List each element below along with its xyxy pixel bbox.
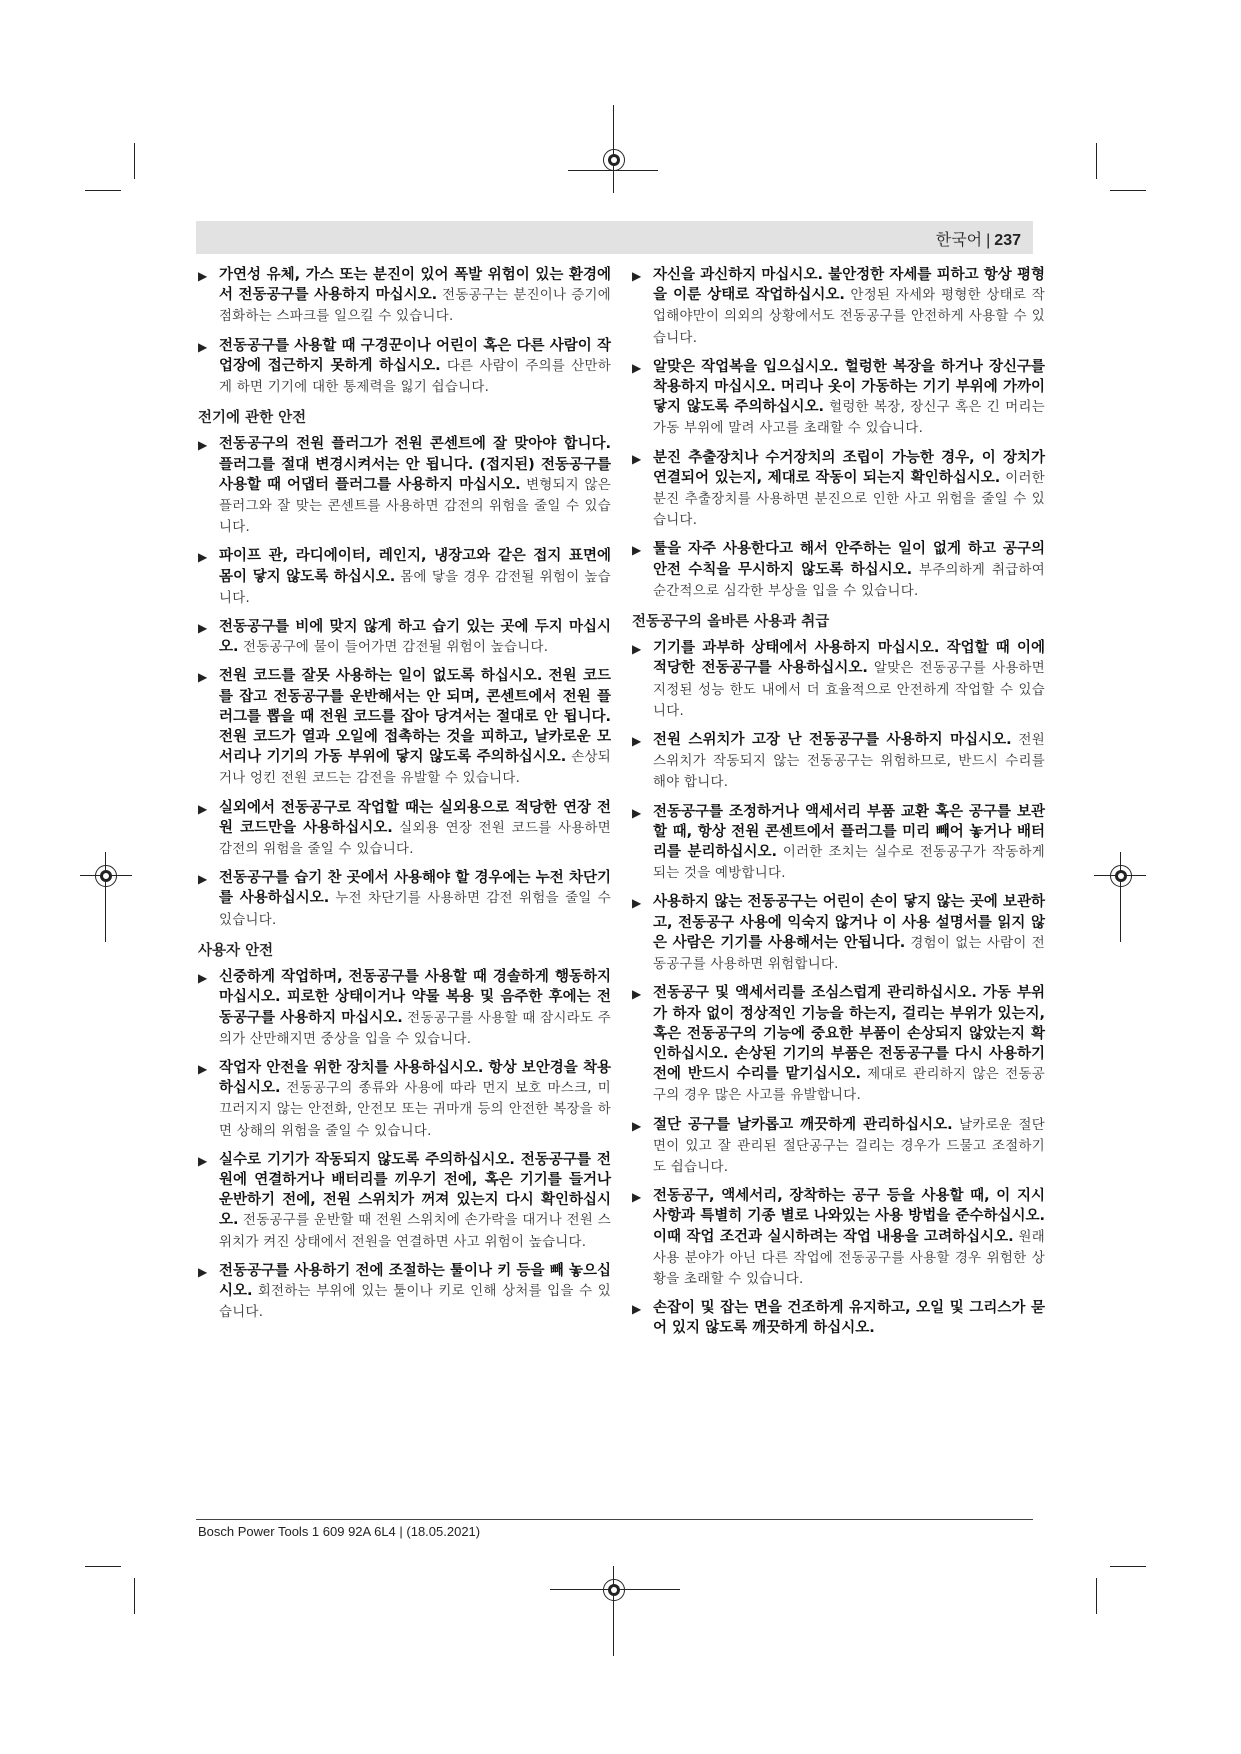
safety-item <box>632 357 1045 440</box>
bullet-arrow-icon: ▶ <box>198 438 208 453</box>
bullet-arrow-icon: ▶ <box>198 872 208 887</box>
safety-item-text: 변형되지 않은 플러그와 잘 맞는 콘센트를 사용하면 감전의 위험을 줄일 수 있습니다. <box>219 477 612 536</box>
crop-mark <box>1096 1578 1097 1614</box>
bullet-arrow-icon: ▶ <box>198 1153 208 1168</box>
section-heading: 사용자 안전 <box>198 942 274 959</box>
crop-mark <box>1096 143 1097 179</box>
safety-item-text: 전원 스위치가 작동되지 않는 전동공구는 위험하므로, 반드시 수리를 해야 합니다. <box>653 733 1046 791</box>
safety-item <box>198 617 611 658</box>
safety-item-bold-text: 분진 추출장치나 수거장치의 조립이 가능한 경우, 이 장치가 연결되어 있는지, 제대로 작동이 되는지 확인하십시오. <box>653 449 1045 486</box>
bullet-arrow-icon: ▶ <box>632 1118 642 1133</box>
footer-text: Bosch Power Tools 1 609 92A 6L4 | (18.05.2021) <box>198 1524 481 1539</box>
safety-item <box>198 666 611 789</box>
safety-item-text: 안정된 자세와 평형한 상태로 작업해야만이 의외의 상황에서도 전동공구를 안전하게 사용할 수 있습니다. <box>653 288 1045 346</box>
safety-item-text: 이러한 조치는 실수로 전동공구가 작동하게 되는 것을 예방합니다. <box>653 845 1045 882</box>
safety-item <box>632 638 1045 722</box>
safety-item-bold-text: 자신을 과신하지 마십시오. 불안정한 자세를 피하고 항상 평형을 이룬 상태로 작업하십시오. <box>653 267 1045 304</box>
safety-item <box>198 868 611 931</box>
safety-item-text: 전동공구를 사용할 때 잠시라도 주의가 산만해지면 중상을 입을 수 있습니다. <box>219 1010 611 1047</box>
bullet-arrow-icon: ▶ <box>632 734 642 749</box>
safety-item <box>198 434 611 538</box>
safety-item-text: 원래 사용 분야가 아닌 다른 작업에 전동공구를 사용할 경우 위험한 상황을 초래할 수 있습니다. <box>653 1229 1045 1287</box>
header-separator: | <box>986 232 991 249</box>
crop-mark <box>85 1566 121 1567</box>
bullet-arrow-icon: ▶ <box>632 642 642 657</box>
section-heading: 전동공구의 올바른 사용과 취급 <box>632 614 830 631</box>
safety-item-bold-text: 전동공구를 비에 맞지 않게 하고 습기 있는 곳에 두지 마십시오. <box>219 619 611 656</box>
bullet-arrow-icon: ▶ <box>632 360 642 375</box>
safety-item-bold-text: 툴을 자주 사용한다고 해서 안주하는 일이 없게 하고 공구의 안전 수칙을 무시하지 않도록 하십시오. <box>653 541 1045 578</box>
safety-item-bold-text: 파이프 관, 라디에이터, 레인지, 냉장고와 같은 접지 표면에 몸이 닿지 않도록 하십시오. <box>219 548 611 585</box>
page-number: 237 <box>994 232 1021 249</box>
safety-item-text: 헐렁한 복장, 장신구 혹은 긴 머리는 가동 부위에 말려 사고를 초래할 수 있습니다. <box>653 400 1046 437</box>
crop-mark <box>1110 190 1146 191</box>
registration-mark-left <box>95 865 117 887</box>
safety-item <box>198 1058 611 1142</box>
crop-mark <box>85 190 121 191</box>
registration-mark-top <box>603 149 625 171</box>
safety-item-bold-text: 사용하지 않는 전동공구는 어린이 손이 닿지 않는 곳에 보관하고, 전동공구 사용에 익숙지 않거나 이 사용 설명서를 읽지 않은 사람은 기기를 사용해서는 안됩니다. <box>653 894 1045 951</box>
bullet-arrow-icon: ▶ <box>632 896 642 911</box>
left-column <box>198 265 611 1331</box>
safety-item-text: 다른 사람이 주의를 산만하게 하면 기기에 대한 통제력을 잃기 쉽습니다. <box>219 358 612 396</box>
safety-item <box>198 967 611 1050</box>
safety-item-text: 실외용 연장 전원 코드를 사용하면 감전의 위험을 줄일 수 있습니다. <box>219 820 611 858</box>
bullet-arrow-icon: ▶ <box>632 1190 642 1205</box>
safety-item <box>632 730 1045 794</box>
safety-item-bold-text: 전동공구, 액세서리, 장착하는 공구 등을 사용할 때, 이 지시 사항과 특별히 기종 별로 나와있는 사용 방법을 준수하십시오. 이때 작업 조건과 실시하려는 작업 내용을 고려하십시오. <box>653 1188 1045 1245</box>
safety-item-text: 경험이 없는 사람이 전동공구를 사용하면 위험합니다. <box>653 935 1045 973</box>
safety-item <box>198 798 611 861</box>
safety-item-bold-text: 손잡이 및 잡는 면을 건조하게 유지하고, 오일 및 그리스가 묻어 있지 않도록 깨끗하게 하십시오. <box>653 1300 1045 1337</box>
safety-item-bold-text: 전원 코드를 잘못 사용하는 일이 없도록 하십시오. 전원 코드를 잡고 전동공구를 운반해서는 안 되며, 콘센트에서 전원 플러그를 뽑을 때 전원 코드를 잡아 당겨서는 절대로 안 됩니다. 전원 코드가 열과 오일에 접촉하는 것을 피하고, 날카로운 모서리나 기기의 가동 부위에 닿지 않도록 주의하십시오. <box>219 668 611 766</box>
bullet-arrow-icon: ▶ <box>198 621 208 636</box>
bullet-arrow-icon: ▶ <box>198 269 208 283</box>
bullet-arrow-icon: ▶ <box>198 550 208 565</box>
bullet-arrow-icon: ▶ <box>632 805 642 820</box>
safety-item-text: 누전 차단기를 사용하면 감전 위험을 줄일 수 있습니다. <box>219 891 611 928</box>
safety-item-text: 제대로 관리하지 않은 전동공구의 경우 많은 사고를 유발합니다. <box>653 1067 1045 1104</box>
crop-mark <box>1110 1566 1146 1567</box>
safety-item <box>632 892 1045 975</box>
safety-item <box>632 1298 1045 1338</box>
safety-item <box>198 1261 611 1324</box>
safety-item-bold-text: 작업자 안전을 위한 장치를 사용하십시오. 항상 보안경을 착용하십시오. <box>219 1059 611 1097</box>
safety-item <box>198 546 611 609</box>
safety-item-bold-text: 전원 스위치가 고장 난 전동공구를 사용하지 마십시오. <box>653 732 1012 749</box>
bullet-arrow-icon: ▶ <box>198 670 208 685</box>
safety-item <box>198 265 611 328</box>
safety-item-bold-text: 실외에서 전동공구로 작업할 때는 실외용으로 적당한 연장 전원 코드만을 사용하십시오. <box>219 799 611 836</box>
safety-item-bold-text: 전동공구를 습기 찬 곳에서 사용해야 할 경우에는 누전 차단기를 사용하십시오. <box>219 870 611 907</box>
safety-item-bold-text: 기기를 과부하 상태에서 사용하지 마십시오. 작업할 때 이에 적당한 전동공구를 사용하십시오. <box>653 640 1045 677</box>
safety-item-bold-text: 전동공구를 사용하기 전에 조절하는 툴이나 키 등을 빼 놓으십시오. <box>219 1262 611 1299</box>
bullet-arrow-icon: ▶ <box>632 543 642 558</box>
safety-item <box>632 448 1045 532</box>
safety-item <box>198 1150 611 1253</box>
safety-item-text: 회전하는 부위에 있는 툴이나 키로 인해 상처를 입을 수 있습니다. <box>219 1283 611 1321</box>
safety-item <box>632 1186 1045 1290</box>
bullet-arrow-icon: ▶ <box>632 451 642 466</box>
safety-item <box>632 1115 1045 1179</box>
crop-mark <box>134 1578 135 1614</box>
bullet-arrow-icon: ▶ <box>198 339 208 354</box>
safety-item-bold-text: 전동공구를 조정하거나 액세서리 부품 교환 혹은 공구를 보관할 때, 항상 전원 콘센트에서 플러그를 미리 빼어 놓거나 배터리를 분리하십시오. <box>653 803 1045 861</box>
safety-item-bold-text: 전동공구를 사용할 때 구경꾼이나 어린이 혹은 다른 사람이 작업장에 접근하지 못하게 하십시오. <box>219 337 611 374</box>
bullet-arrow-icon: ▶ <box>198 1264 208 1279</box>
safety-item-text: 전동공구는 분진이나 증기에 점화하는 스파크를 일으킬 수 있습니다. <box>219 288 612 325</box>
safety-item-bold-text: 알맞은 작업복을 입으십시오. 헐렁한 복장을 하거나 장신구를 착용하지 마십시오. 머리나 옷이 가동하는 기기 부위에 가까이 닿지 않도록 주의하십시오. <box>653 358 1045 416</box>
safety-item-bold-text: 절단 공구를 날카롭고 깨끗하게 관리하십시오. <box>653 1116 953 1133</box>
safety-item-text: 손상되거나 엉킨 전원 코드는 감전을 유발할 수 있습니다. <box>219 750 612 787</box>
safety-item-text: 부주의하게 취급하여 순간적으로 심각한 부상을 입을 수 있습니다. <box>653 562 1045 599</box>
safety-item <box>632 265 1045 349</box>
safety-item-text: 전동공구의 종류와 사용에 따라 먼지 보호 마스크, 미끄러지지 않는 안전화, 안전모 또는 귀마개 등의 안전한 복장을 하면 상해의 위험을 줄일 수 있습니다. <box>219 1081 611 1139</box>
safety-item-bold-text: 실수로 기기가 작동되지 않도록 주의하십시오. 전동공구를 전원에 연결하거나 배터리를 끼우기 전에, 혹은 기기를 들거나 운반하기 전에, 전원 스위치가 꺼져 있는지 다시 확인하십시오. <box>219 1151 611 1229</box>
registration-mark-bottom <box>603 1579 625 1601</box>
safety-item <box>198 336 611 399</box>
safety-item <box>632 802 1045 885</box>
bullet-arrow-icon: ▶ <box>198 801 208 816</box>
registration-mark-right <box>1110 865 1132 887</box>
safety-item-text: 전동공구에 물이 들어가면 감전될 위험이 높습니다. <box>242 640 549 656</box>
bullet-arrow-icon: ▶ <box>198 971 208 986</box>
header-language: 한국어 <box>935 232 983 249</box>
bullet-arrow-icon: ▶ <box>632 1302 642 1317</box>
bullet-arrow-icon: ▶ <box>632 987 642 1002</box>
safety-item-bold-text: 전동공구의 전원 플러그가 전원 콘센트에 잘 맞아야 합니다. 플러그를 절대 변경시켜서는 안 됩니다. (접지된) 전동공구를 사용할 때 어댑터 플러그를 사용하지 마십시오. <box>219 436 611 493</box>
safety-item-bold-text: 전동공구 및 액세서리를 조심스럽게 관리하십시오. 가동 부위가 하자 없이 정상적인 기능을 하는지, 걸리는 부위가 있는지, 혹은 전동공구의 기능에 중요한 부품이 손상되지 않았는지 확인하십시오. 손상된 기기의 부품은 전동공구를 다시 사용하기 전에 반드시 수리를 맡기십시오. <box>653 985 1045 1083</box>
safety-item-text: 몸에 닿을 경우 감전될 위험이 높습니다. <box>219 569 612 606</box>
safety-item-bold-text: 신중하게 작업하며, 전동공구를 사용할 때 경솔하게 행동하지 마십시오. 피로한 상태이거나 약물 복용 및 음주한 후에는 전동공구를 사용하지 마십시오. <box>219 969 611 1026</box>
safety-item-text: 날카로운 절단면이 있고 잘 관리된 절단공구는 걸리는 경우가 드물고 조절하기도 쉽습니다. <box>653 1117 1045 1175</box>
crop-mark <box>134 143 135 179</box>
safety-item-text: 알맞은 전동공구를 사용하면 지정된 성능 한도 내에서 더 효율적으로 안전하게 작업할 수 있습니다. <box>653 661 1046 719</box>
footer-rule <box>196 1519 1033 1520</box>
safety-item-bold-text: 가연성 유체, 가스 또는 분진이 있어 폭발 위험이 있는 환경에서 전동공구를 사용하지 마십시오. <box>219 267 611 304</box>
safety-item-text: 전동공구를 운반할 때 전원 스위치에 손가락을 대거나 전원 스위치가 켜진 상태에서 전원을 연결하면 사고 위험이 높습니다. <box>219 1213 611 1250</box>
section-heading: 전기에 관한 안전 <box>198 410 307 427</box>
bullet-arrow-icon: ▶ <box>632 269 642 283</box>
page-label <box>936 227 1021 250</box>
right-column <box>632 265 1045 1347</box>
bullet-arrow-icon: ▶ <box>198 1061 208 1076</box>
safety-item-text: 이러한 분진 추출장치를 사용하면 분진으로 인한 사고 위험을 줄일 수 있습니다. <box>653 470 1045 529</box>
page-header <box>196 221 1033 254</box>
safety-item <box>632 983 1045 1106</box>
safety-item <box>632 539 1045 602</box>
